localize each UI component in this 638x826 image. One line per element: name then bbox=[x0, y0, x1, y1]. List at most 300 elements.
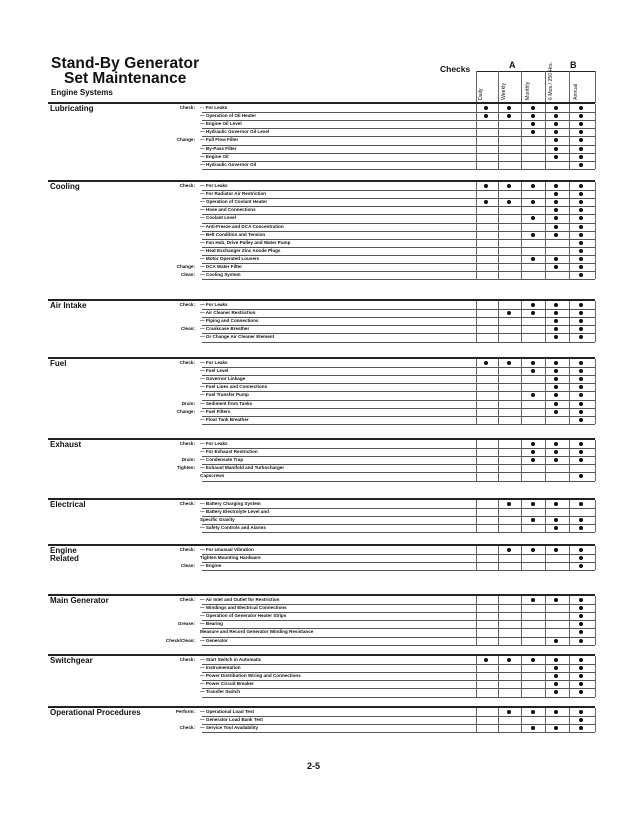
row-action: Clean: bbox=[180, 563, 195, 569]
check-dot bbox=[531, 303, 535, 307]
row-rule bbox=[202, 645, 595, 646]
check-dot bbox=[554, 106, 558, 110]
row-rule bbox=[202, 367, 595, 368]
row-rule bbox=[202, 620, 595, 621]
check-dot bbox=[554, 410, 558, 414]
check-dot bbox=[484, 114, 488, 118]
check-dot bbox=[531, 518, 535, 522]
row-action: Clean: bbox=[180, 272, 195, 278]
row-item: — Power Circuit Breaker bbox=[200, 681, 254, 687]
check-dot bbox=[531, 257, 535, 261]
row-item: — Sediment from Tanks bbox=[200, 400, 253, 406]
row-item: — For Radiator Air Restriction bbox=[200, 191, 266, 197]
check-dot bbox=[554, 225, 558, 229]
check-dot bbox=[531, 200, 535, 204]
section-title: Electrical bbox=[50, 500, 86, 509]
check-dot bbox=[554, 682, 558, 686]
section-divider bbox=[48, 654, 595, 656]
check-dot bbox=[507, 184, 511, 188]
row-rule bbox=[202, 169, 595, 170]
check-dot bbox=[554, 311, 558, 315]
check-dot bbox=[554, 393, 558, 397]
engine-systems-heading: Engine Systems bbox=[51, 88, 113, 97]
row-rule bbox=[202, 664, 595, 665]
row-item: — For Leaks bbox=[200, 441, 228, 446]
row-action: Check: bbox=[179, 501, 195, 506]
section-divider bbox=[48, 299, 595, 301]
row-rule bbox=[202, 375, 595, 376]
column-divider bbox=[545, 708, 546, 732]
column-divider bbox=[569, 708, 570, 732]
section-divider bbox=[48, 357, 595, 359]
check-dot bbox=[531, 458, 535, 462]
check-dot bbox=[554, 639, 558, 643]
row-item: — Safety Controls and Alarms bbox=[200, 525, 266, 531]
row-rule bbox=[202, 481, 595, 482]
check-dot bbox=[579, 216, 583, 220]
check-dot bbox=[579, 319, 583, 323]
header-rule bbox=[476, 71, 595, 72]
column-divider bbox=[595, 440, 596, 481]
row-rule bbox=[202, 317, 595, 318]
header-column-divider bbox=[476, 71, 477, 103]
row-item: — Air Cleaner Restriction bbox=[200, 310, 256, 316]
row-item: Specific Gravity bbox=[200, 517, 235, 523]
check-dot bbox=[579, 114, 583, 118]
column-divider bbox=[476, 440, 477, 481]
check-dot bbox=[579, 241, 583, 245]
row-item: — Fuel Transfer Pump bbox=[200, 392, 249, 398]
check-dot bbox=[579, 273, 583, 277]
row-item: — Generator Load Bank Test bbox=[200, 717, 263, 723]
check-dot bbox=[579, 622, 583, 626]
check-dot bbox=[579, 674, 583, 678]
section-divider bbox=[48, 594, 595, 596]
column-divider bbox=[595, 301, 596, 342]
column-divider bbox=[595, 708, 596, 732]
row-item: — Hydraulic Governor Oil Level bbox=[200, 129, 270, 135]
check-dot bbox=[531, 502, 535, 506]
row-item: — Anti-Freeze and DCA Concentration bbox=[200, 223, 284, 229]
column-divider bbox=[476, 301, 477, 342]
row-rule bbox=[202, 309, 595, 310]
row-item: — Air Inlet and Outlet for Restriction bbox=[200, 597, 280, 602]
group-a-label: A bbox=[509, 60, 516, 70]
check-dot bbox=[579, 598, 583, 602]
column-header-label: Weekly bbox=[501, 83, 507, 100]
check-dot bbox=[579, 163, 583, 167]
check-dot bbox=[579, 526, 583, 530]
row-item: — For Leaks bbox=[200, 302, 228, 307]
row-item: — Governor Linkage bbox=[200, 376, 246, 382]
check-dot bbox=[579, 518, 583, 522]
row-action: Grease: bbox=[177, 621, 195, 627]
column-header bbox=[478, 72, 498, 102]
row-item: — Operation of Coolant Heater bbox=[200, 199, 268, 205]
check-dot bbox=[579, 138, 583, 142]
check-dot bbox=[554, 257, 558, 261]
column-divider bbox=[595, 656, 596, 697]
check-dot bbox=[554, 385, 558, 389]
check-dot bbox=[484, 200, 488, 204]
row-action: Change: bbox=[176, 137, 195, 143]
check-dot bbox=[507, 658, 511, 662]
check-dot bbox=[531, 361, 535, 365]
row-action: Check: bbox=[179, 657, 195, 662]
row-action: Drain: bbox=[181, 457, 195, 463]
column-divider bbox=[595, 359, 596, 424]
section-title: Fuel bbox=[50, 359, 67, 368]
column-header-label: Annual bbox=[573, 83, 579, 100]
row-item: — Fuel Lines and Connections bbox=[200, 384, 268, 390]
row-item: — Fuel Filters bbox=[200, 408, 231, 414]
check-dot bbox=[554, 726, 558, 730]
row-item: — By-Pass Filter bbox=[200, 145, 237, 151]
column-divider bbox=[595, 546, 596, 570]
check-dot bbox=[531, 233, 535, 237]
check-dot bbox=[579, 311, 583, 315]
row-rule bbox=[202, 145, 595, 146]
check-dot bbox=[579, 630, 583, 634]
column-divider bbox=[498, 301, 499, 342]
row-rule bbox=[202, 456, 595, 457]
row-rule bbox=[202, 516, 595, 517]
column-divider bbox=[569, 440, 570, 481]
row-rule bbox=[202, 570, 595, 571]
check-dot bbox=[531, 393, 535, 397]
section-title: Exhaust bbox=[50, 440, 82, 449]
column-divider bbox=[595, 182, 596, 279]
check-dot bbox=[507, 106, 511, 110]
check-dot bbox=[554, 402, 558, 406]
column-divider bbox=[521, 301, 522, 342]
row-item: — Operation of Generator Heater Strips bbox=[200, 613, 287, 619]
check-dot bbox=[554, 192, 558, 196]
row-item: — Full Flow Filter bbox=[200, 137, 239, 143]
section-title: Air Intake bbox=[50, 301, 87, 310]
check-dot bbox=[579, 369, 583, 373]
row-item: — Condensate Trap bbox=[200, 457, 244, 463]
section-title: Switchgear bbox=[50, 656, 93, 665]
row-rule bbox=[202, 255, 595, 256]
row-rule bbox=[202, 697, 595, 698]
check-dot bbox=[579, 564, 583, 568]
check-dot bbox=[531, 710, 535, 714]
header-column-divider bbox=[545, 71, 546, 103]
row-item: — Windings and Electrical Connections bbox=[200, 605, 287, 611]
check-dot bbox=[531, 369, 535, 373]
check-dot bbox=[579, 418, 583, 422]
check-dot bbox=[554, 361, 558, 365]
row-item: — Heat Exchanger Zinc Anode Plugs bbox=[200, 247, 281, 253]
column-divider bbox=[498, 656, 499, 697]
check-dot bbox=[531, 216, 535, 220]
check-dot bbox=[507, 361, 511, 365]
row-item: — Generator bbox=[200, 637, 228, 643]
column-divider bbox=[545, 546, 546, 570]
check-dot bbox=[579, 192, 583, 196]
row-rule bbox=[202, 136, 595, 137]
row-action: Check: bbox=[179, 360, 195, 365]
row-action: Change: bbox=[176, 408, 195, 414]
row-rule bbox=[202, 271, 595, 272]
row-item: — Or Change Air Cleaner Element bbox=[200, 334, 275, 340]
check-dot bbox=[554, 208, 558, 212]
row-action: Check: bbox=[179, 441, 195, 446]
row-item: — Operation of Oil Heater bbox=[200, 113, 257, 119]
check-dot bbox=[531, 122, 535, 126]
section-divider bbox=[48, 438, 595, 440]
row-item: — DCA Water Filter bbox=[200, 264, 243, 269]
check-dot bbox=[579, 402, 583, 406]
row-item: Tighten Mounting Hardware bbox=[200, 555, 261, 561]
section-title: Engine Related bbox=[50, 546, 79, 563]
row-item: — Motor Operated Louvers bbox=[200, 255, 260, 261]
check-dot bbox=[531, 598, 535, 602]
check-dot bbox=[554, 690, 558, 694]
check-dot bbox=[554, 184, 558, 188]
row-item: — Belt Condition and Tension bbox=[200, 231, 266, 237]
row-rule bbox=[202, 112, 595, 113]
row-rule bbox=[202, 424, 595, 425]
row-action: Drain: bbox=[181, 400, 195, 406]
check-dot bbox=[484, 106, 488, 110]
column-divider bbox=[545, 301, 546, 342]
row-action: Check: bbox=[179, 547, 195, 552]
row-action: Check: bbox=[179, 183, 195, 188]
row-rule bbox=[202, 206, 595, 207]
row-rule bbox=[202, 448, 595, 449]
row-rule bbox=[202, 263, 595, 264]
section-title: Cooling bbox=[50, 182, 80, 191]
row-rule bbox=[202, 724, 595, 725]
column-divider bbox=[521, 708, 522, 732]
row-item: — Start Switch in Automatic bbox=[200, 657, 262, 662]
check-dot bbox=[531, 311, 535, 315]
check-dot bbox=[579, 666, 583, 670]
row-action: Clean: bbox=[180, 326, 195, 332]
check-dot bbox=[554, 598, 558, 602]
row-item: — Service Tool Availability bbox=[200, 725, 259, 731]
check-dot bbox=[554, 450, 558, 454]
row-item: — Operational Load Test bbox=[200, 709, 255, 714]
row-item: — Transfer Switch bbox=[200, 689, 241, 695]
check-dot bbox=[579, 106, 583, 110]
check-dot bbox=[507, 311, 511, 315]
column-divider bbox=[569, 546, 570, 570]
check-dot bbox=[554, 114, 558, 118]
row-item: — Hose and Connections bbox=[200, 207, 256, 213]
check-dot bbox=[507, 710, 511, 714]
check-dot bbox=[484, 658, 488, 662]
row-item: — Coolant Level bbox=[200, 215, 236, 221]
row-item: — Battery Electrolyte Level and bbox=[200, 509, 269, 515]
check-dot bbox=[554, 233, 558, 237]
column-divider bbox=[476, 546, 477, 570]
column-divider bbox=[569, 301, 570, 342]
check-dot bbox=[579, 335, 583, 339]
check-dot bbox=[579, 474, 583, 478]
column-header bbox=[525, 72, 545, 102]
check-dot bbox=[554, 458, 558, 462]
check-dot bbox=[531, 130, 535, 134]
row-item: — Cooling System bbox=[200, 272, 241, 278]
check-dot bbox=[579, 614, 583, 618]
section-divider bbox=[48, 180, 595, 182]
check-dot bbox=[554, 526, 558, 530]
check-dot bbox=[579, 233, 583, 237]
check-dot bbox=[579, 155, 583, 159]
check-dot bbox=[579, 130, 583, 134]
column-divider bbox=[569, 656, 570, 697]
row-item: — For Leaks bbox=[200, 183, 228, 188]
check-dot bbox=[507, 548, 511, 552]
row-rule bbox=[202, 279, 595, 280]
page-title-line1: Stand-By Generator bbox=[51, 55, 200, 72]
check-dot bbox=[531, 658, 535, 662]
check-dot bbox=[554, 122, 558, 126]
section-title: Main Generator bbox=[50, 596, 109, 605]
column-header-label: Daily bbox=[478, 88, 484, 100]
row-item: — Engine Oil Level bbox=[200, 121, 242, 127]
column-divider bbox=[521, 546, 522, 570]
check-dot bbox=[579, 718, 583, 722]
row-item: Capscrews bbox=[200, 473, 225, 479]
check-dot bbox=[554, 138, 558, 142]
check-dot bbox=[531, 114, 535, 118]
check-dot bbox=[554, 377, 558, 381]
header-column-divider bbox=[521, 71, 522, 103]
column-divider bbox=[545, 656, 546, 697]
column-header bbox=[501, 72, 521, 102]
column-header-label: 6 Mos./ 250 Hrs. bbox=[548, 61, 554, 100]
check-dot bbox=[554, 216, 558, 220]
check-dot bbox=[531, 184, 535, 188]
row-rule bbox=[202, 688, 595, 689]
check-dot bbox=[554, 674, 558, 678]
row-action: Check/Clean: bbox=[165, 637, 195, 643]
row-rule bbox=[202, 416, 595, 417]
row-item: — Crankcase Breather bbox=[200, 326, 250, 332]
row-rule bbox=[202, 637, 595, 638]
row-action: Change: bbox=[176, 264, 195, 269]
row-action: Check: bbox=[179, 105, 195, 110]
row-item: — Float Tank Breather bbox=[200, 416, 249, 422]
check-dot bbox=[579, 682, 583, 686]
column-divider bbox=[595, 596, 596, 645]
header-column-divider bbox=[595, 71, 596, 103]
check-dot bbox=[579, 122, 583, 126]
check-dot bbox=[579, 606, 583, 610]
check-dot bbox=[579, 450, 583, 454]
row-rule bbox=[202, 391, 595, 392]
row-item: — For Unusual Vibration bbox=[200, 547, 254, 552]
check-dot bbox=[531, 442, 535, 446]
check-dot bbox=[579, 690, 583, 694]
check-dot bbox=[554, 303, 558, 307]
check-dot bbox=[554, 319, 558, 323]
row-item: — Instrumentation bbox=[200, 665, 241, 671]
row-item: — Bearing bbox=[200, 621, 223, 627]
column-divider bbox=[521, 440, 522, 481]
row-action: Check: bbox=[179, 597, 195, 602]
row-item: — Hydraulic Governor Oil bbox=[200, 161, 257, 167]
check-dot bbox=[554, 442, 558, 446]
check-dot bbox=[554, 710, 558, 714]
check-dot bbox=[579, 361, 583, 365]
row-action: Tighten: bbox=[176, 465, 195, 471]
check-dot bbox=[579, 184, 583, 188]
check-dot bbox=[554, 200, 558, 204]
check-dot bbox=[554, 369, 558, 373]
row-item: — Engine Oil bbox=[200, 153, 229, 159]
check-dot bbox=[554, 518, 558, 522]
check-dot bbox=[579, 548, 583, 552]
column-header bbox=[573, 72, 593, 102]
check-dot bbox=[531, 548, 535, 552]
row-action: Perform: bbox=[175, 709, 195, 714]
row-action: Check: bbox=[179, 725, 195, 731]
check-dot bbox=[554, 666, 558, 670]
column-divider bbox=[545, 440, 546, 481]
column-divider bbox=[498, 546, 499, 570]
check-dot bbox=[554, 548, 558, 552]
check-dot bbox=[579, 147, 583, 151]
row-item: — Fuel Level bbox=[200, 368, 229, 374]
column-divider bbox=[521, 656, 522, 697]
row-item: — Battery Charging System bbox=[200, 501, 261, 506]
header-column-divider bbox=[498, 71, 499, 103]
column-divider bbox=[595, 500, 596, 532]
row-rule bbox=[202, 532, 595, 533]
check-dot bbox=[579, 639, 583, 643]
check-dot bbox=[579, 249, 583, 253]
row-item: — Exhaust Manifold and Turbocharger bbox=[200, 465, 285, 471]
row-rule bbox=[202, 161, 595, 162]
check-dot bbox=[579, 442, 583, 446]
header-column-divider bbox=[569, 71, 570, 103]
check-dot bbox=[579, 410, 583, 414]
check-dot bbox=[579, 556, 583, 560]
check-dot bbox=[579, 200, 583, 204]
row-item: - - For Leaks bbox=[200, 105, 228, 110]
row-item: Measure and Record Generator Winding Resistance bbox=[200, 629, 314, 635]
row-rule bbox=[202, 562, 595, 563]
column-divider bbox=[595, 104, 596, 169]
check-dot bbox=[579, 303, 583, 307]
row-rule bbox=[202, 472, 595, 473]
check-dot bbox=[579, 726, 583, 730]
check-dot bbox=[579, 658, 583, 662]
check-dot bbox=[579, 257, 583, 261]
check-dot bbox=[579, 710, 583, 714]
check-dot bbox=[531, 450, 535, 454]
row-rule bbox=[202, 400, 595, 401]
row-item: — Engine bbox=[200, 563, 222, 569]
check-dot bbox=[579, 393, 583, 397]
check-dot bbox=[531, 106, 535, 110]
section-divider bbox=[48, 102, 595, 104]
row-rule bbox=[202, 342, 595, 343]
section-title: Operational Procedures bbox=[50, 708, 141, 717]
column-divider bbox=[476, 656, 477, 697]
check-dot bbox=[531, 726, 535, 730]
check-dot bbox=[484, 361, 488, 365]
check-dot bbox=[507, 114, 511, 118]
check-dot bbox=[554, 335, 558, 339]
row-rule bbox=[202, 325, 595, 326]
row-rule bbox=[202, 408, 595, 409]
